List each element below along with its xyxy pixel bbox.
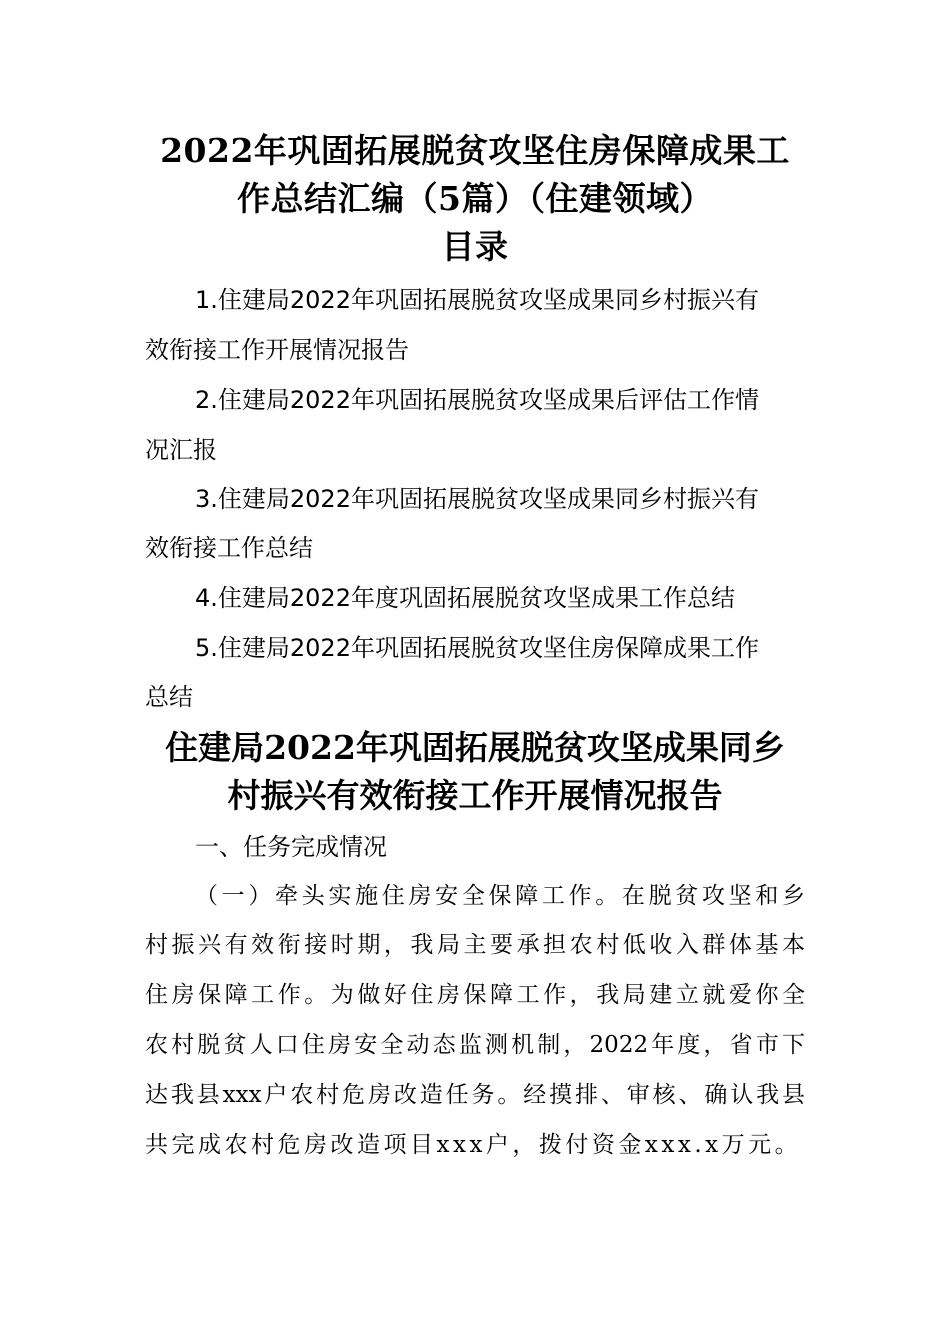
document-title-line-2: 作总结汇编（5篇）（住建领域） (237, 179, 713, 218)
toc-item-3-line-1: 3.住建局2022年巩固拓展脱贫攻坚成果同乡村振兴有 (195, 485, 759, 513)
section-title-line-1: 住建局2022年巩固拓展脱贫攻坚成果同乡 (165, 728, 785, 767)
paragraph-line-6: 共完成农村危房改造项目xxx户，拨付资金xxx.x万元。 (145, 1132, 802, 1158)
toc-item-2-line-2: 况汇报 (145, 436, 217, 464)
toc-item-5-line-2: 总结 (145, 683, 193, 711)
paragraph-line-5: 达我县xxx户农村危房改造任务。经摸排、审核、确认我县 (145, 1082, 805, 1108)
toc-item-3-line-2: 效衔接工作总结 (145, 534, 313, 562)
toc-item-4: 4.住建局2022年度巩固拓展脱贫攻坚成果工作总结 (195, 584, 735, 612)
heading-task-completion: 一、任务完成情况 (195, 833, 387, 861)
toc-item-1-line-1: 1.住建局2022年巩固拓展脱贫攻坚成果同乡村振兴有 (195, 286, 759, 314)
paragraph-line-4: 农村脱贫人口住房安全动态监测机制，2022年度，省市下 (145, 1032, 805, 1058)
toc-heading: 目录 (441, 227, 509, 266)
section-title-line-2: 村振兴有效衔接工作开展情况报告 (227, 776, 723, 815)
paragraph-line-3: 住房保障工作。为做好住房保障工作，我局建立就爱你全 (145, 982, 805, 1008)
toc-item-1-line-2: 效衔接工作开展情况报告 (145, 336, 409, 364)
paragraph-line-1-text: （一）牵头实施住房安全保障工作。在脱贫攻坚和乡 (195, 883, 805, 909)
paragraph-line-2: 村振兴有效衔接时期，我局主要承担农村低收入群体基本 (145, 932, 805, 958)
paragraph-line-1 (145, 880, 805, 912)
toc-item-2-line-1: 2.住建局2022年巩固拓展脱贫攻坚成果后评估工作情 (195, 386, 759, 414)
toc-item-5-line-1: 5.住建局2022年巩固拓展脱贫攻坚住房保障成果工作 (195, 634, 759, 662)
document-title-line-1: 2022年巩固拓展脱贫攻坚住房保障成果工 (160, 131, 790, 170)
